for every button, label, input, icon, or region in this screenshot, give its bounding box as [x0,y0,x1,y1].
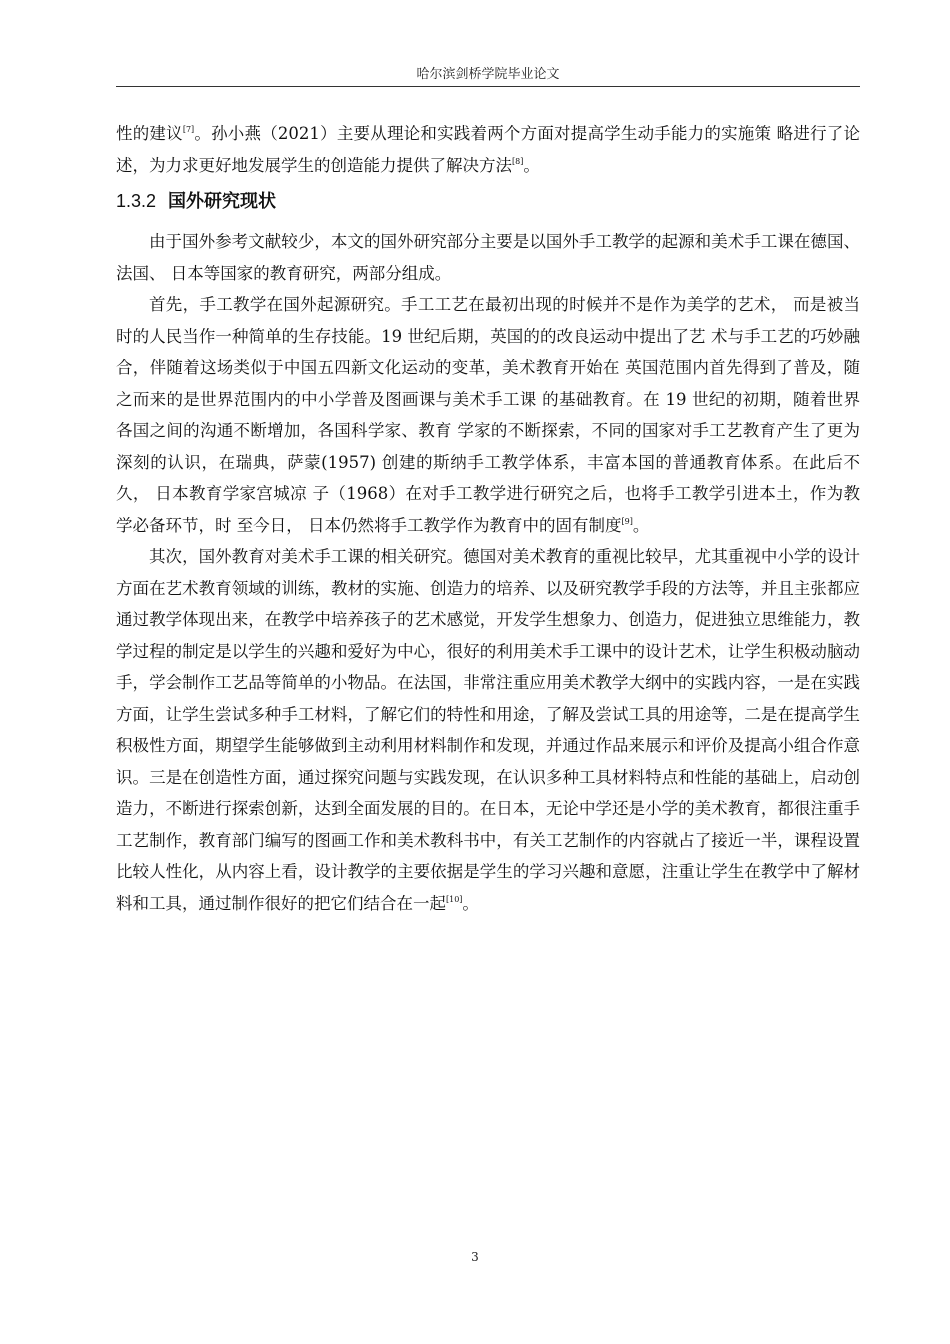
header-title: 哈尔滨剑桥学院毕业论文 [416,67,560,82]
paragraph-origin [116,289,860,541]
paragraph-text: 其次，国外教育对美术手工课的相关研究。德国对美术教育的重视比较早，尤其重视中小学的设计方面在艺术教育领域的训练，教材的实施、创造力的培养、以及研究教学手段的方法等，并且主张都应通过教学体现出来，在教学中培养孩子的艺术感觉，开发学生想象力、创造力，促进独立思维能力，教学过程的制定是以学生的兴趣和爱好为中心，很好的利用美术手工课中的设计艺术，让学生积极动脑动手，学会制作工艺品等简单的小物品。在法国，非常注重应用美术教学大纲中的实践内容，一是在实践方面，让学生尝试多种手工材料，了解它们的特性和用途，了解及尝试工具的用途等，二是在提高学生积极性方面，期望学生能够做到主动利用材料制作和发现，并通过作品来展示和评价及提高小组合作意识。三是在创造性方面，通过探究问题与实践发现，在认识多种工具材料特点和性能的基础上，启动创造力，不断进行探索创新，达到全面发展的目的。在日本，无论中学还是小学的美术教育，都很注重手工艺制作，教育部门编写的图画工作和美术教科书中，有关工艺制作的内容就占了接近一半，课程设置比较人性化，从内容上看，设计教学的主要依据是学生的学习兴趣和意愿，注重让学生在教学中了解材料和工具，通过制作很好的把它们结合在一起 [116,547,860,913]
page-number: 3 [471,1250,479,1264]
page-footer [0,1250,950,1264]
paragraph-text: 首先，手工教学在国外起源研究。手工工艺在最初出现的时候并不是作为美学的艺术， 而是被当时的人民当作一种简单的生存技能。19 世纪后期，英国的的改良运动中提出了艺 术与手工艺的巧妙融合，伴随着这场类似于中国五四新文化运动的变革，美术教育开始在 英国范围内首先得到了普及，随之而来的是世界范围内的中小学普及图画课与美术手工课 的基础教育。在 19 世纪的初期，随着世界各国之间的沟通不断增加，各国科学家、教育 学家的不断探索，不同的国家对手工艺教育产生了更为深刻的认识，在瑞典，萨蒙(1957) 创建的斯纳手工教学体系，丰富本国的普通教育体系。在此后不久， 日本教育学家宫城凉 子（1968）在对手工教学进行研究之后，也将手工教学引进本土，作为教学必备环节，时 至今日， 日本仍然将手工教学作为教育中的固有制度 [116,295,860,535]
paragraph-text: 。 [523,155,540,175]
citation-ref: [8] [512,156,524,166]
paragraph-text: 。 [632,515,650,535]
document-body [116,118,860,919]
citation-ref: [7] [182,125,195,134]
citation-ref: [10] [446,894,463,904]
section-title: 国外研究现状 [168,191,277,212]
paragraph-text: 性的建议 [116,124,183,143]
paragraph-text: 。孙小燕（2021）主要从理论和实践着两个方面对提高学生动手能力的实施策 略进行了论述，为力求更好地发展学生的创造能力提供了解决方法 [116,124,861,175]
paragraph-intro [116,226,860,289]
section-heading [116,185,860,218]
citation-ref: [9] [621,516,633,526]
paragraph-continuation [116,118,860,181]
section-number: 1.3.2 [116,191,157,211]
page-header [116,64,860,87]
paragraph-text: 由于国外参考文献较少，本文的国外研究部分主要是以国外手工教学的起源和美术手工课在德国、法国、 日本等国家的教育研究，两部分组成。 [116,232,860,283]
paragraph-text: 。 [462,893,479,913]
paragraph-research [116,541,860,919]
